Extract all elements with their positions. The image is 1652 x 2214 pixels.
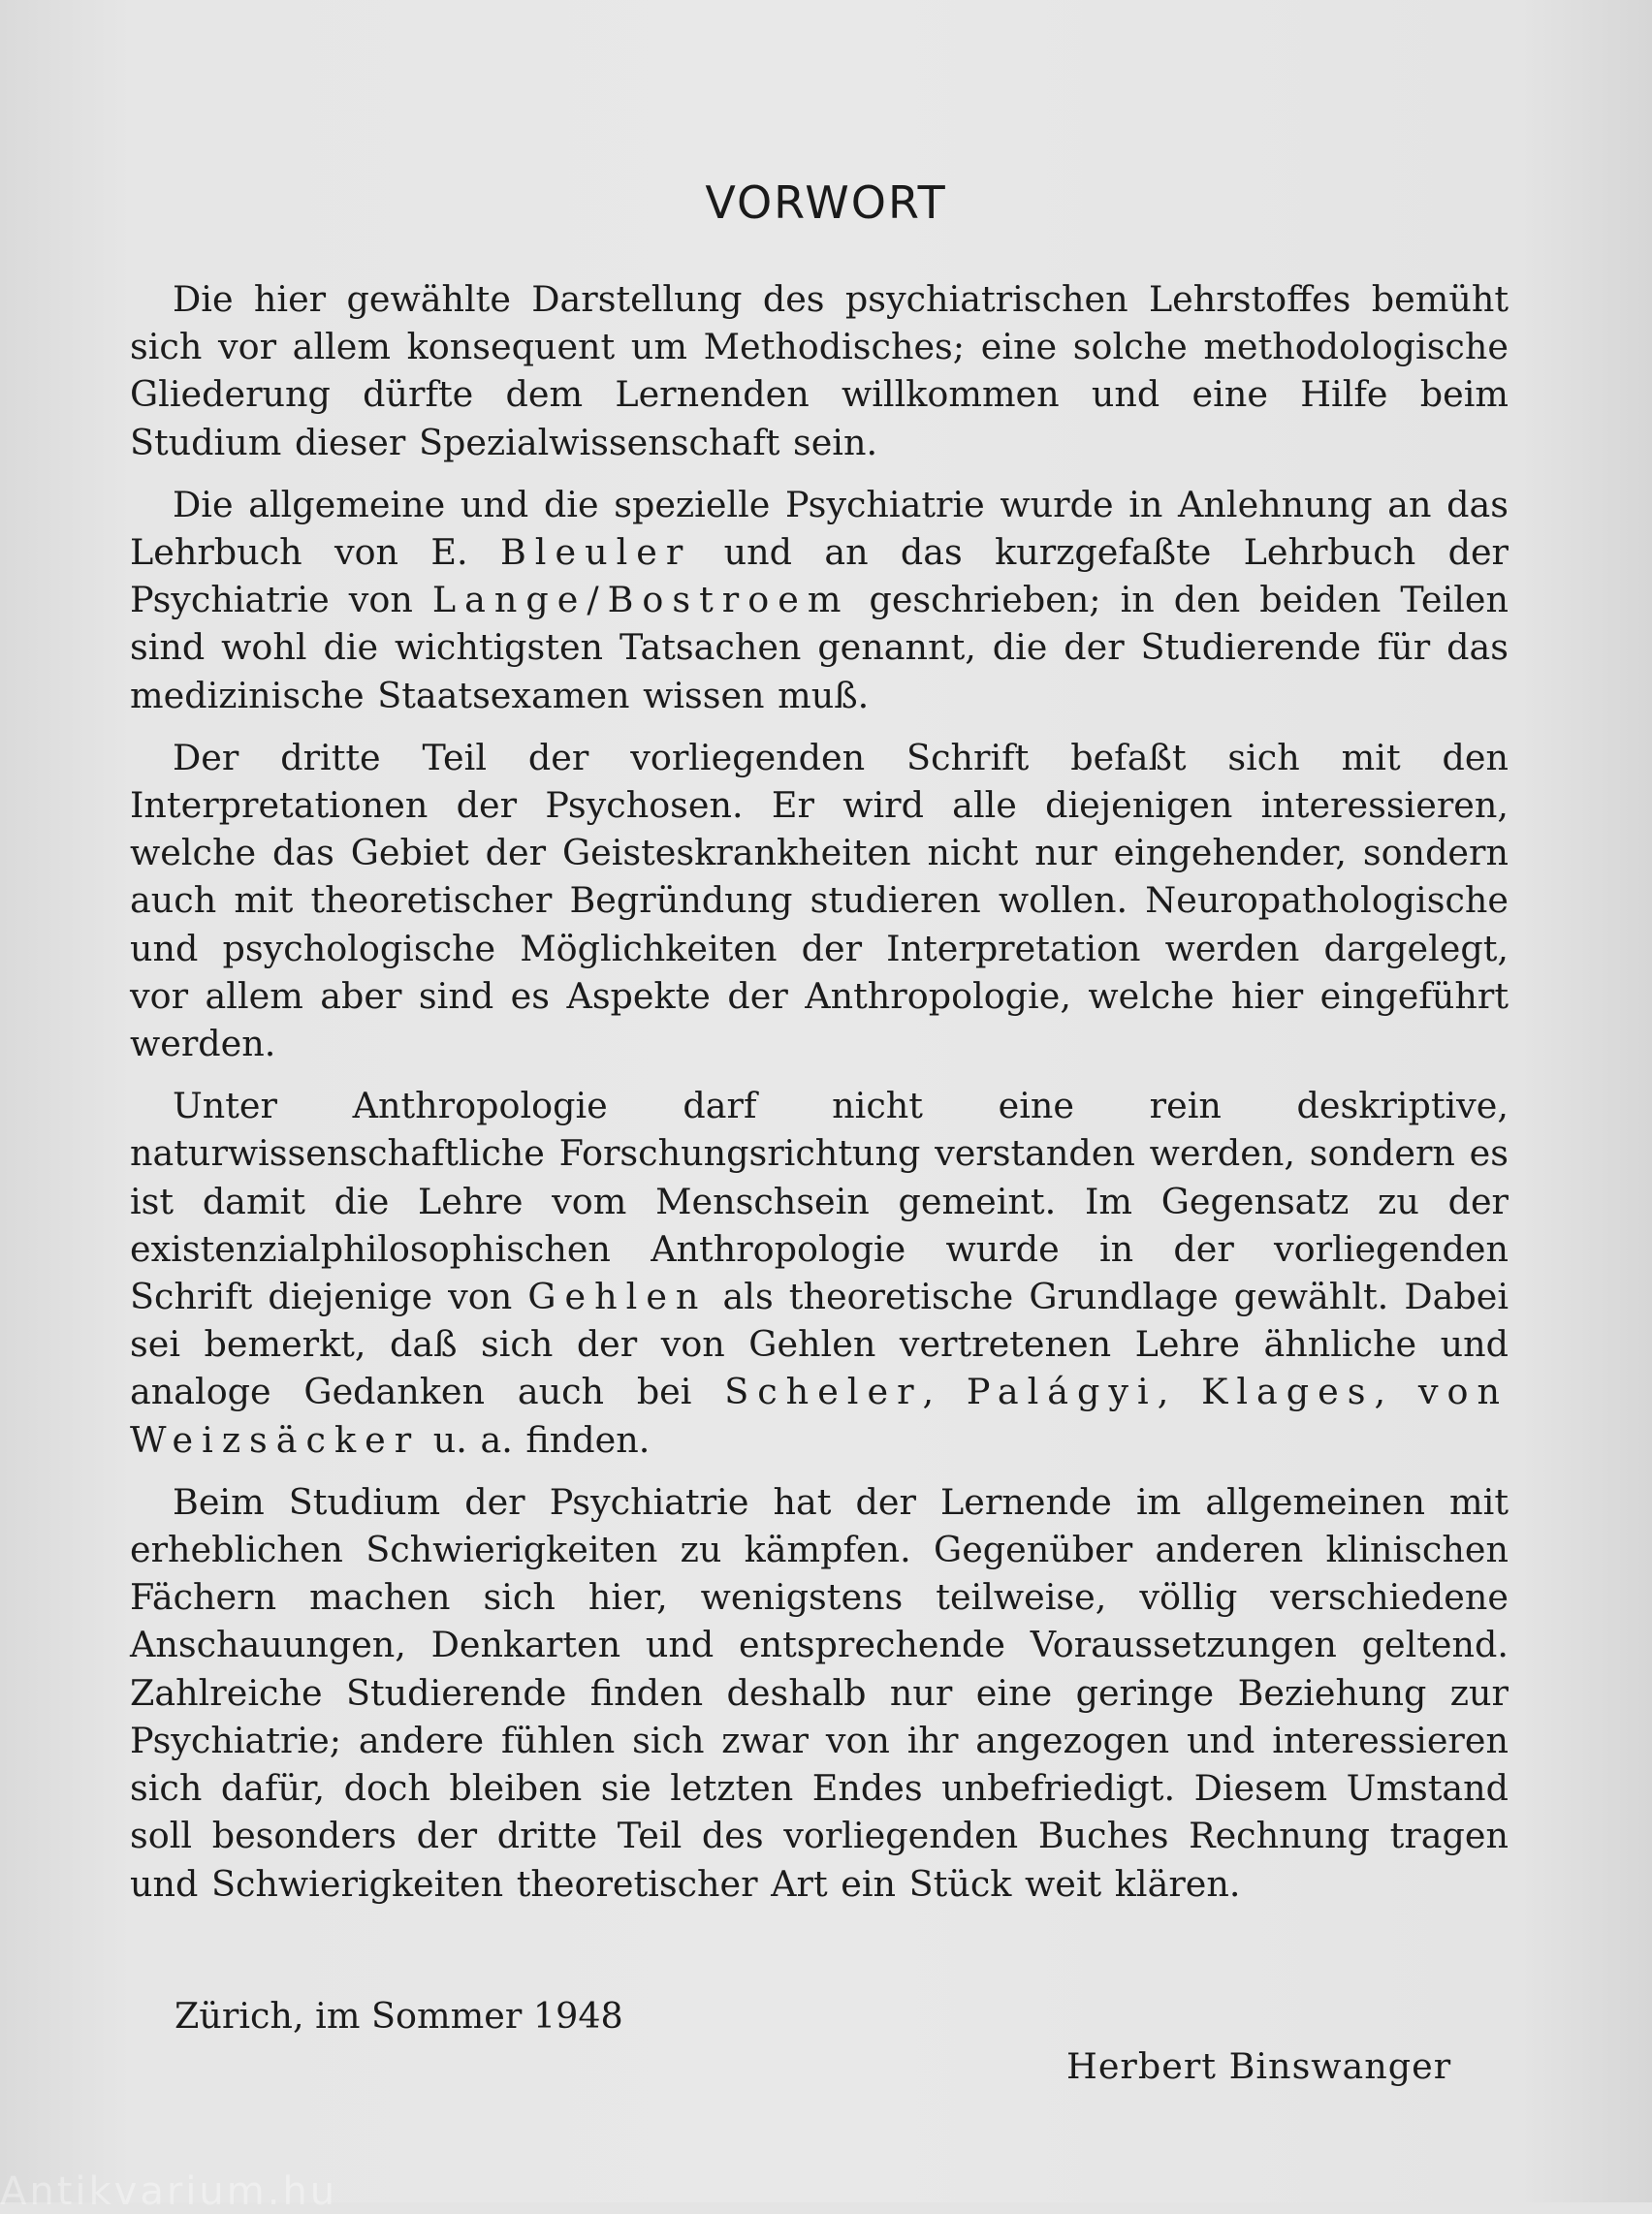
place-date: Zürich, im Sommer 1948	[175, 1995, 623, 2037]
paragraph-text: Die allgemeine und die spezielle Psychiatrie wurde in Anlehnung an das Lehrbuch von E.	[130, 483, 1509, 574]
paragraph-text: Unter Anthropologie darf nicht eine rein deskriptive, naturwissenschaftliche Forschungsrichtung verstanden werden, sondern es ist damit die Lehre vom Menschsein gemeint. Im Gegensatz zu der existenzialphilosophischen Anthropologie wurde in der vorliegenden Schrift diejenige von	[130, 1085, 1509, 1318]
paragraph-text: als theoretische Grundlage gewählt. Dabei sei bemerkt, daß sich der von Gehlen vertretenen Lehre ähnliche und analoge Gedanken auch bei	[130, 1276, 1509, 1413]
paragraph	[130, 734, 1509, 1067]
paragraph-text: ,	[1374, 1371, 1418, 1413]
paragraph-text: geschrieben; in den beiden Teilen sind wohl die wichtigsten Tatsachen genannt, die der Studierende für das medizinische Staatsexamen wissen muß.	[130, 579, 1509, 716]
paragraph	[130, 1082, 1509, 1464]
paragraph-text: und an das kurzgefaßte Lehrbuch der Psychiatrie von	[130, 531, 1509, 621]
spaced-name: Lange/Bostroem	[431, 579, 850, 621]
spaced-name: Scheler	[724, 1371, 923, 1413]
paragraph-text: u. a. finden.	[420, 1418, 651, 1461]
paragraph-text: ,	[1157, 1371, 1202, 1413]
preface-body	[130, 275, 1509, 1922]
watermark: Antikvarium.hu	[0, 2169, 338, 2214]
paragraph	[130, 481, 1509, 719]
spaced-name: Palágyi	[966, 1371, 1158, 1413]
spaced-name: Bleuler	[499, 531, 692, 574]
paragraph-text: ,	[922, 1371, 967, 1413]
paragraph-text: Der dritte Teil der vorliegenden Schrift befaßt sich mit den Interpretationen der Psychosen. Er wird alle diejenigen interessieren, welche das Gebiet der Geisteskrankheiten nicht nur eingehender, sondern auch mit theoretischer Begründung studieren wollen. Neuropathologische und psychologische Möglichkeiten der Interpretation werden dargelegt, vor allem aber sind es Aspekte der Anthropologie, welche hier eingeführt werden.	[130, 736, 1509, 1065]
paragraph	[130, 275, 1509, 466]
paragraph-text: Beim Studium der Psychiatrie hat der Lernende im allgemeinen mit erheblichen Schwierigkeiten zu kämpfen. Gegenüber anderen klinischen Fächern machen sich hier, wenigstens teilweise, völlig verschiedene Anschauungen, Denkarten und entsprechende Voraussetzungen geltend. Zahlreiche Studierende finden deshalb nur eine geringe Beziehung zur Psychiatrie; andere fühlen sich zwar von ihr angezogen und interessieren sich dafür, doch bleiben sie letzten Endes unbefriedigt. Diesem Umstand soll besonders der dritte Teil des vorliegenden Buches Rechnung tragen und Schwierigkeiten theoretischer Art ein Stück weit klären.	[130, 1480, 1509, 1905]
paragraph-text: Die hier gewählte Darstellung des psychiatrischen Lehrstoffes bemüht sich vor allem konsequent um Methodisches; eine solche methodologische Gliederung dürfte dem Lernenden willkommen und eine Hilfe beim Studium dieser Spezialwissenschaft sein.	[130, 278, 1509, 463]
spaced-name: Klages	[1201, 1371, 1375, 1413]
page-title: VORWORT	[705, 176, 947, 229]
spaced-name: von Weizsäcker	[130, 1371, 1509, 1461]
paragraph	[130, 1478, 1509, 1908]
author-signature: Herbert Binswanger	[1066, 2045, 1452, 2087]
spaced-name: Gehlen	[527, 1276, 708, 1318]
